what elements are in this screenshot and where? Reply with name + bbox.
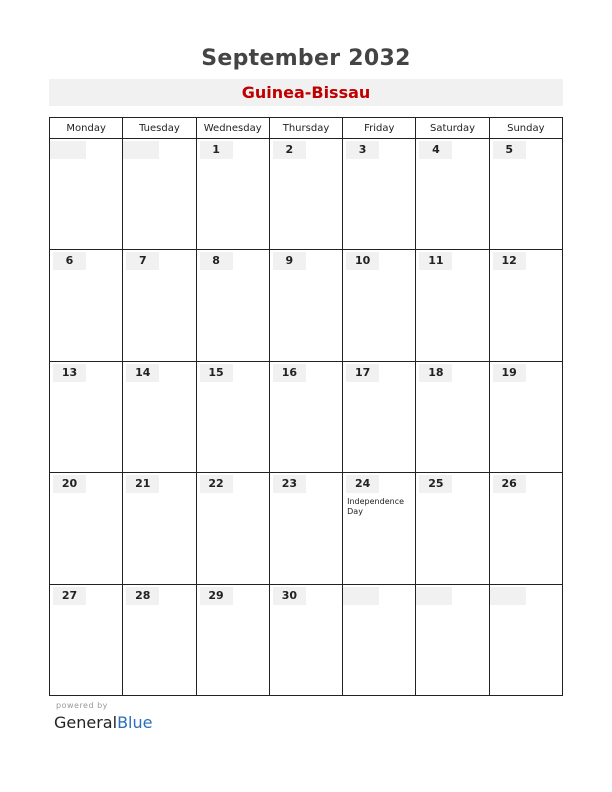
empty-day-cell — [416, 584, 489, 695]
day-number: 15 — [200, 364, 233, 382]
day-cell — [489, 139, 562, 250]
day-cell — [489, 473, 562, 584]
day-number: 5 — [493, 141, 526, 159]
day-cell — [196, 250, 269, 361]
day-number: 6 — [53, 252, 86, 270]
day-cell — [269, 473, 342, 584]
weekday-sunday: Sunday — [489, 118, 562, 139]
day-cell — [196, 584, 269, 695]
week-row — [50, 584, 563, 695]
week-row — [50, 361, 563, 472]
day-cell — [343, 361, 416, 472]
weekday-thursday: Thursday — [269, 118, 342, 139]
day-cell — [123, 361, 196, 472]
generalblue-logo — [54, 713, 152, 732]
day-cell — [50, 250, 123, 361]
empty-day-cell — [123, 139, 196, 250]
day-cell — [123, 584, 196, 695]
day-cell — [196, 361, 269, 472]
day-number: 10 — [346, 252, 379, 270]
week-row — [50, 250, 563, 361]
day-cell — [269, 139, 342, 250]
empty-day-marker — [343, 587, 379, 605]
day-number: 17 — [346, 364, 379, 382]
day-cell — [123, 473, 196, 584]
day-number: 29 — [200, 587, 233, 605]
day-number: 13 — [53, 364, 86, 382]
day-cell — [343, 473, 416, 584]
day-number: 28 — [126, 587, 159, 605]
day-cell — [416, 361, 489, 472]
day-cell — [416, 250, 489, 361]
day-number: 3 — [346, 141, 379, 159]
day-number: 20 — [53, 475, 86, 493]
empty-day-marker — [490, 587, 526, 605]
day-cell — [269, 361, 342, 472]
day-cell — [416, 139, 489, 250]
region-banner: Guinea-Bissau — [49, 79, 563, 106]
day-number: 19 — [493, 364, 526, 382]
day-cell — [50, 361, 123, 472]
weekday-friday: Friday — [343, 118, 416, 139]
empty-day-marker — [416, 587, 452, 605]
day-number: 4 — [419, 141, 452, 159]
weekday-saturday: Saturday — [416, 118, 489, 139]
day-cell — [489, 361, 562, 472]
week-row — [50, 139, 563, 250]
calendar-grid — [49, 117, 563, 696]
day-cell — [196, 473, 269, 584]
day-number: 23 — [273, 475, 306, 493]
day-number: 21 — [126, 475, 159, 493]
weekday-monday: Monday — [50, 118, 123, 139]
day-number: 11 — [419, 252, 452, 270]
day-cell — [269, 584, 342, 695]
day-cell — [269, 250, 342, 361]
empty-day-marker — [123, 141, 159, 159]
logo-general: General — [54, 713, 118, 732]
day-number: 1 — [200, 141, 233, 159]
week-row — [50, 473, 563, 584]
day-number: 22 — [200, 475, 233, 493]
day-number: 14 — [126, 364, 159, 382]
day-cell — [196, 139, 269, 250]
page-title: September 2032 — [201, 46, 411, 71]
holiday-label: Independence Day — [347, 497, 405, 517]
day-cell — [50, 584, 123, 695]
day-cell — [123, 250, 196, 361]
day-number: 25 — [419, 475, 452, 493]
day-number: 16 — [273, 364, 306, 382]
empty-day-cell — [50, 139, 123, 250]
day-number: 24 — [346, 475, 379, 493]
day-number: 30 — [273, 587, 306, 605]
calendar-body — [50, 139, 563, 696]
empty-day-cell — [489, 584, 562, 695]
day-number: 12 — [493, 252, 526, 270]
powered-by-label: powered by — [56, 701, 108, 710]
day-number: 7 — [126, 252, 159, 270]
empty-day-cell — [343, 584, 416, 695]
weekday-tuesday: Tuesday — [123, 118, 196, 139]
day-cell — [343, 250, 416, 361]
day-number: 27 — [53, 587, 86, 605]
weekday-header-row — [50, 118, 563, 139]
day-cell — [489, 250, 562, 361]
day-cell — [50, 473, 123, 584]
day-number: 9 — [273, 252, 306, 270]
empty-day-marker — [50, 141, 86, 159]
day-number: 18 — [419, 364, 452, 382]
day-cell — [416, 473, 489, 584]
logo-blue: Blue — [117, 713, 153, 732]
day-cell — [343, 139, 416, 250]
day-number: 2 — [273, 141, 306, 159]
weekday-wednesday: Wednesday — [196, 118, 269, 139]
day-number: 8 — [200, 252, 233, 270]
day-number: 26 — [493, 475, 526, 493]
